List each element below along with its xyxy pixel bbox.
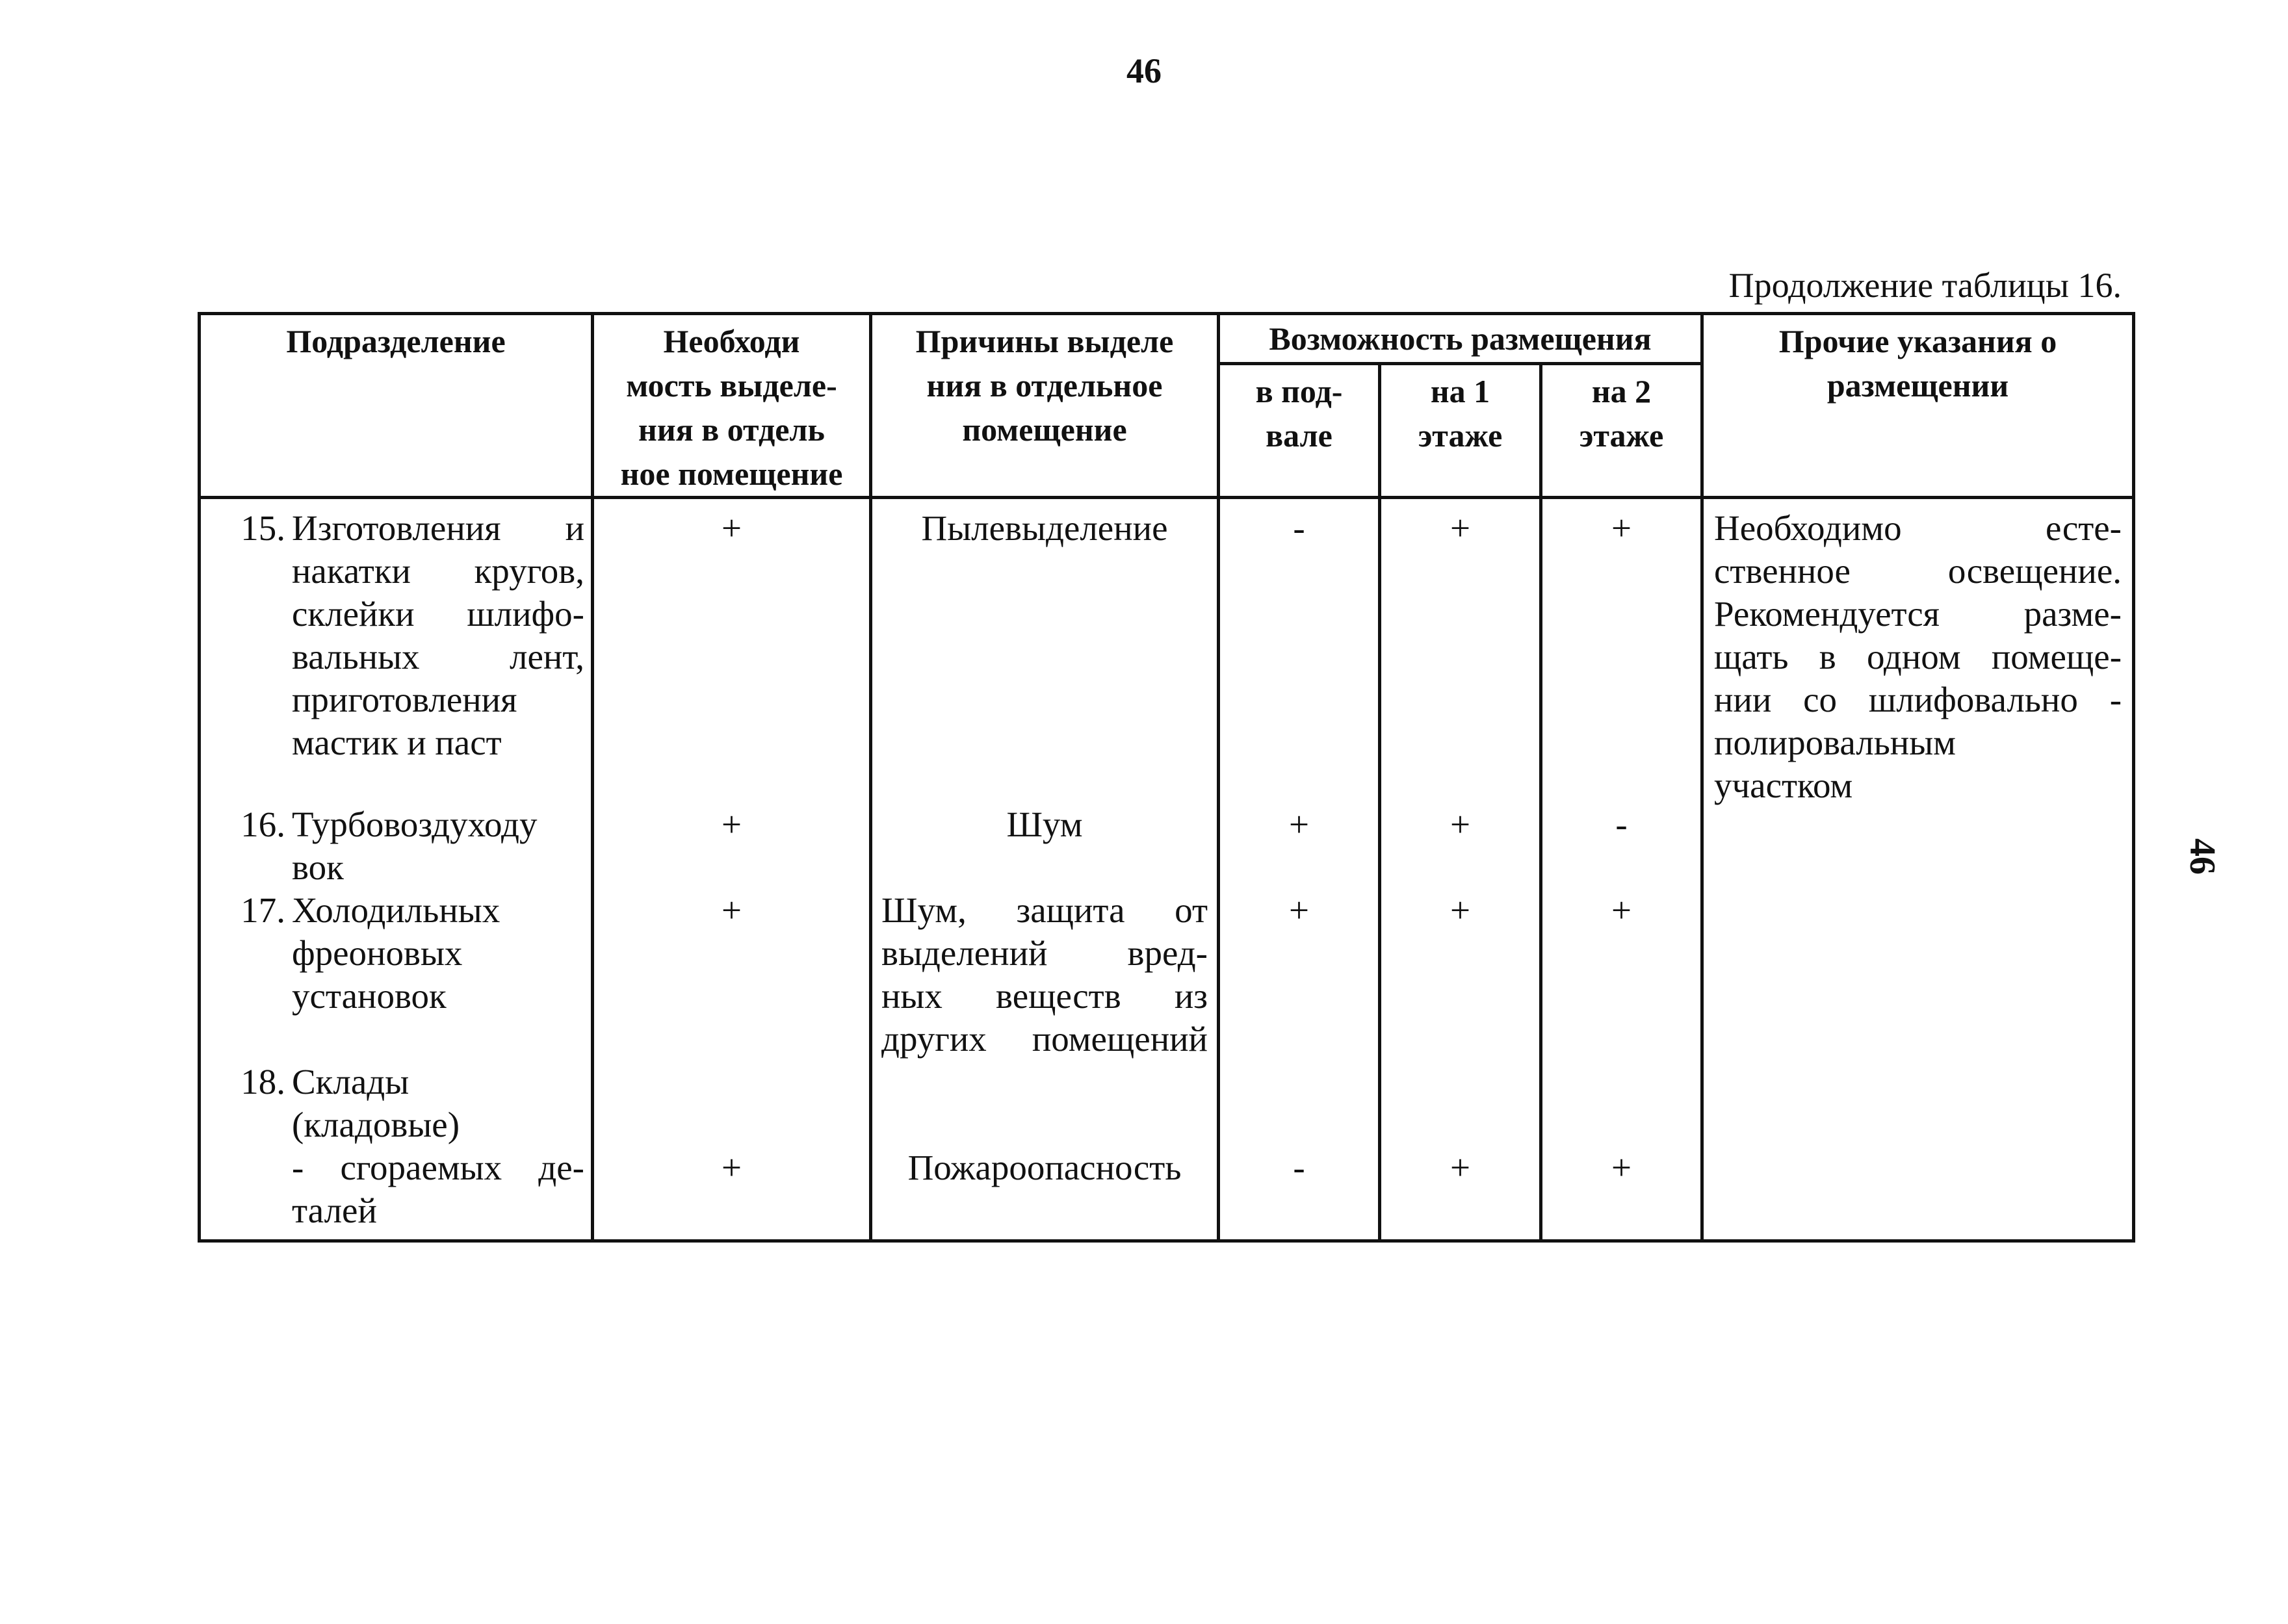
notes-cell: Необходимо есте- ственное освещение. Рекомендуется разме- щать в одном помеще- нии со шлифовально - полировальным участком <box>1702 498 2134 1241</box>
necessity-cell: + <box>593 803 871 889</box>
reason-cell: Шум <box>871 803 1219 889</box>
reason-cell: Шум, защита от выделений вред- ных веществ из других помещений <box>871 889 1219 1061</box>
side-page-number: 46 <box>2182 838 2222 875</box>
floor-2-cell: + <box>1541 498 1702 803</box>
table-row <box>200 498 2134 803</box>
necessity-cell: + <box>593 498 871 803</box>
basement-cell: + <box>1219 803 1380 889</box>
necessity-cell: + <box>593 889 871 1061</box>
basement-cell: - <box>1219 498 1380 803</box>
division-cell: 18. Склады (кладовые) - сгораемых де- талей <box>200 1061 593 1241</box>
division-cell: 15. Изготовления и накатки кругов, склейки шлифо- вальных лент, приготовления мастик и паст <box>200 498 593 803</box>
division-cell: 16. Турбовоздуходу вок <box>200 803 593 889</box>
floor-2-cell: + <box>1541 1061 1702 1241</box>
floor-1-cell: + <box>1380 498 1541 803</box>
header-basement: в под- вале <box>1219 364 1380 498</box>
floor-1-cell: + <box>1380 803 1541 889</box>
header-other: Прочие указания о размещении <box>1702 314 2134 498</box>
header-floor-2: на 2 этаже <box>1541 364 1702 498</box>
necessity-cell: + <box>593 1061 871 1241</box>
header-placement: Возможность размещения <box>1219 314 1702 364</box>
header-reasons: Причины выделе ния в отдельное помещение <box>871 314 1219 498</box>
row-number: 15. <box>240 508 285 548</box>
page-number: 46 <box>1126 51 1162 90</box>
header-floor-1: на 1 этаже <box>1380 364 1541 498</box>
floor-2-cell: - <box>1541 803 1702 889</box>
header-division: Подразделение <box>200 314 593 498</box>
placement-table <box>198 312 2135 1243</box>
basement-cell: - <box>1219 1061 1380 1241</box>
table-continuation-caption: Продолжение таблицы 16. <box>1728 266 2122 305</box>
reason-cell: Пожароопасность <box>871 1061 1219 1241</box>
division-cell: 17. Холодильных фреоновых установок <box>200 889 593 1061</box>
header-necessity: Необходи мость выделе- ния в отдель ное помещение <box>593 314 871 498</box>
reason-cell: Пылевыделение <box>871 498 1219 803</box>
floor-1-cell: + <box>1380 1061 1541 1241</box>
floor-1-cell: + <box>1380 889 1541 1061</box>
row-number: 18. <box>240 1061 285 1102</box>
basement-cell: + <box>1219 889 1380 1061</box>
row-number: 16. <box>240 804 285 844</box>
row-number: 17. <box>240 890 285 930</box>
floor-2-cell: + <box>1541 889 1702 1061</box>
